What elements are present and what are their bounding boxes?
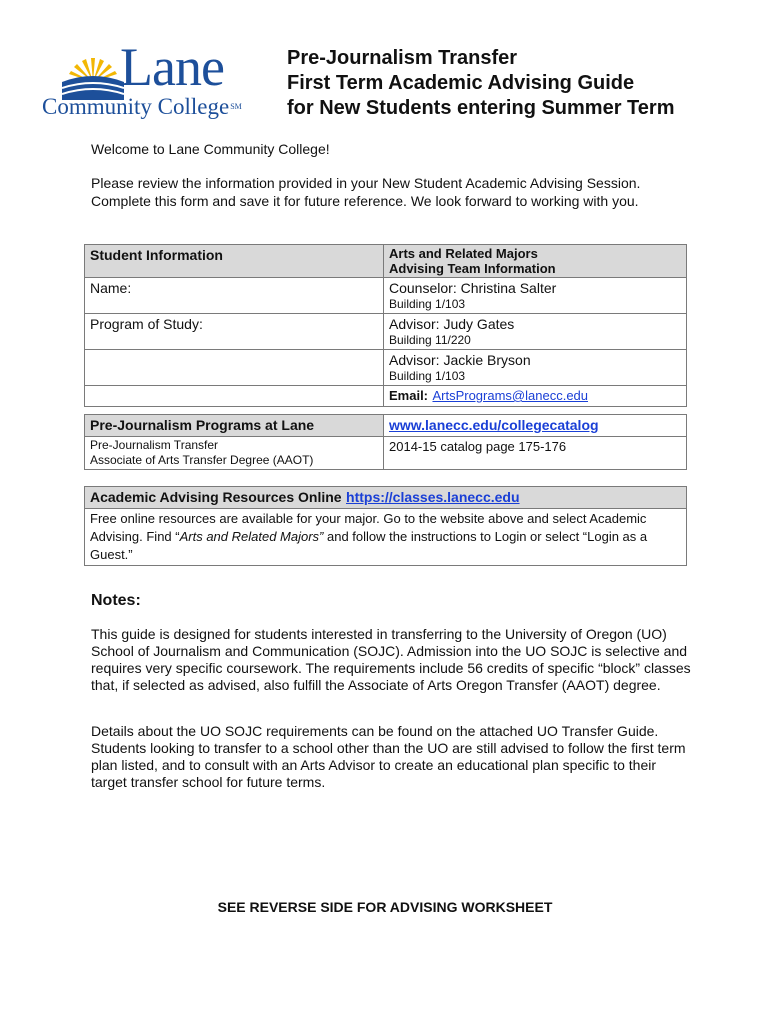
advisor1-name: Advisor: Judy Gates [389, 316, 515, 332]
page-title [287, 46, 747, 121]
resources-link[interactable]: https://classes.lanecc.edu [346, 489, 520, 505]
advisor2-name: Advisor: Jackie Bryson [389, 352, 531, 368]
advisor2-building: Building 1/103 [389, 369, 466, 383]
program-field[interactable] [85, 314, 384, 350]
student-info-header: Student Information [85, 245, 384, 278]
welcome-text: Welcome to Lane Community College! [91, 141, 330, 157]
logo-lane-text: Lane [120, 37, 224, 97]
advisor2-cell [384, 350, 687, 386]
title-line-3: for New Students entering Summer Term [287, 97, 675, 119]
reverse-side-note: SEE REVERSE SIDE FOR ADVISING WORKSHEET [217, 899, 553, 915]
catalog-page-cell [384, 437, 687, 470]
programs-list [85, 437, 384, 470]
advising-team-header: Arts and Related Majors Advising Team Information [384, 245, 687, 278]
counselor-building: Building 1/103 [389, 297, 466, 311]
program-item: Associate of Arts Transfer Degree (AAOT) [90, 453, 314, 467]
college-logo [40, 37, 260, 124]
program-item: Pre-Journalism Transfer [90, 438, 219, 452]
email-cell [384, 386, 687, 407]
catalog-link-cell [384, 415, 687, 437]
blank-field-2[interactable] [85, 386, 384, 407]
advisor1-cell [384, 314, 687, 350]
program-label: Program of Study: [90, 316, 203, 332]
email-label: Email: [389, 388, 429, 403]
logo-service-mark: SM [230, 102, 242, 111]
notes-heading: Notes: [91, 592, 141, 609]
resources-table [84, 486, 687, 566]
advisor1-building: Building 11/220 [389, 333, 471, 347]
counselor-cell [384, 278, 687, 314]
title-line-2: First Term Academic Advising Guide [287, 72, 635, 94]
resources-header: Academic Advising Resources Online https://classes.lanecc.edu [85, 487, 687, 509]
sunrise-icon [62, 52, 124, 100]
student-info-table [84, 244, 687, 407]
catalog-page: 2014-15 catalog page 175-176 [389, 439, 567, 454]
resources-description: Free online resources are available for your major. Go to the website above and select Academic Advising. Find “Arts and Related Majors” and follow the instructions to Login or select “Login as a Guest.” [85, 509, 687, 566]
logo-college-text: Community College℠ [42, 94, 242, 119]
email-link[interactable]: ArtsPrograms@lanecc.edu [432, 388, 589, 403]
name-label: Name: [90, 280, 132, 296]
programs-table [84, 414, 687, 470]
title-line-1: Pre-Journalism Transfer [287, 47, 518, 69]
programs-header: Pre-Journalism Programs at Lane [85, 415, 384, 437]
notes-paragraph-2: Details about the UO SOJC requirements can be found on the attached UO Transfer Guide. Students looking to transfer to a school other than the UO are still advised to follow the first term plan listed, and to consult with an Arts Advisor to create an educational plan specific to their target transfer school for future terms. [91, 723, 686, 790]
counselor-name: Counselor: Christina Salter [389, 280, 557, 296]
name-field[interactable] [85, 278, 384, 314]
notes-paragraph-1: This guide is designed for students interested in transferring to the University of Oregon (UO) School of Journalism and Communication (SOJC). Admission into the UO SOJC is selective and requires very specific coursework. The requirements include 56 credits of specific “block” classes that, if selected as advised, also fulfill the Associate of Arts Oregon Transfer (AAOT) degree. [91, 626, 691, 693]
intro-text: Please review the information provided in your New Student Academic Advising Session. Complete this form and save it for future reference. We look forward to working with you. [91, 175, 641, 209]
blank-field[interactable] [85, 350, 384, 386]
catalog-link[interactable]: www.lanecc.edu/collegecatalog [389, 417, 599, 433]
